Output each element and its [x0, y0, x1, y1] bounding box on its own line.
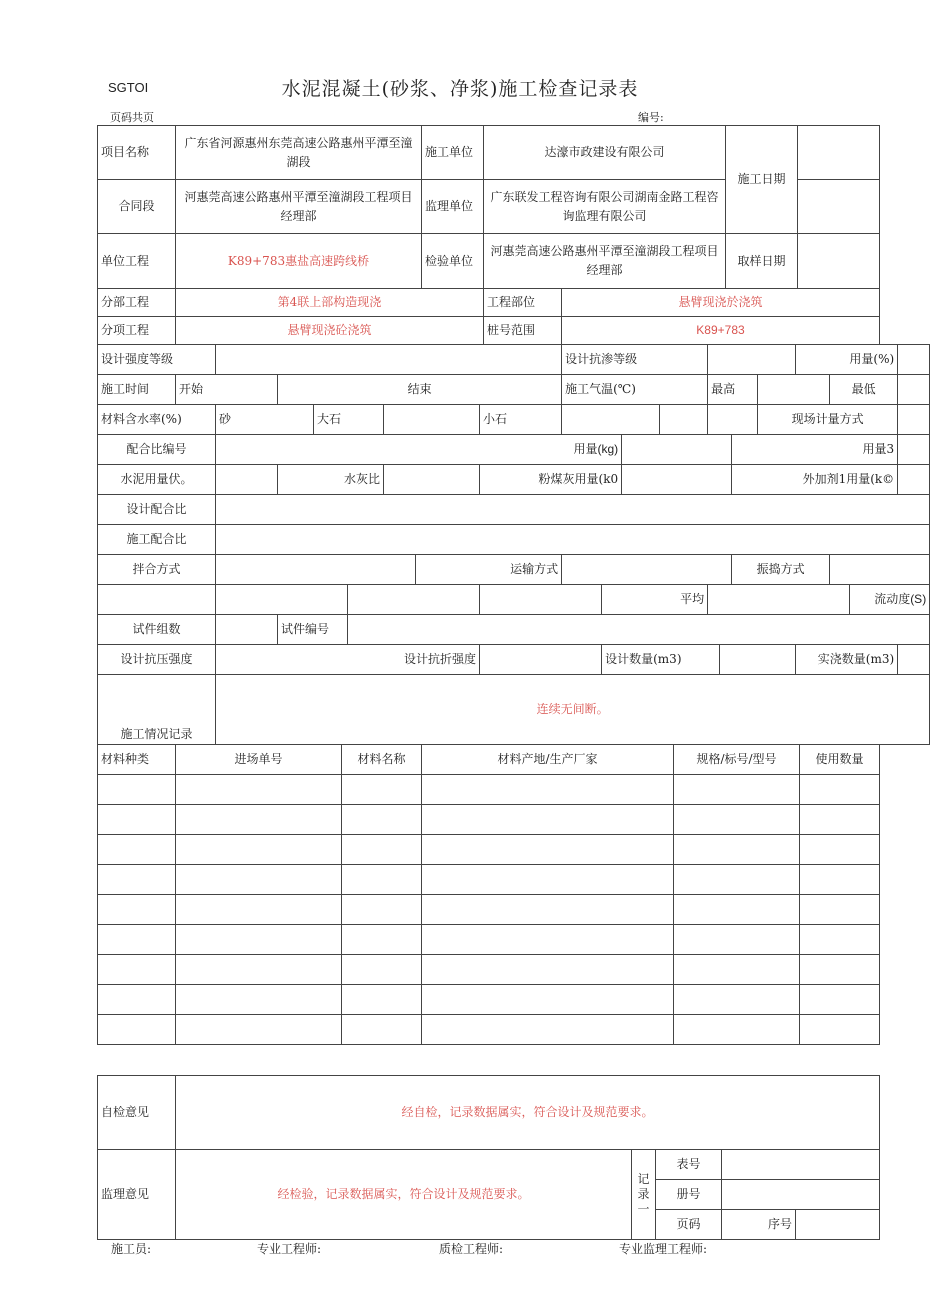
material-cell	[98, 835, 176, 865]
material-cell	[422, 1015, 674, 1045]
form-title: 水泥混凝土(砂浆、净浆)施工检查记录表	[281, 78, 639, 100]
actual-quantity-value	[898, 645, 930, 675]
specimen-number-label: 试件编号	[278, 615, 348, 645]
project-name-label: 项目名称	[98, 126, 176, 180]
end-label: 结束	[278, 375, 562, 405]
serial-number-label: 编号:	[638, 111, 664, 124]
average-value	[708, 585, 850, 615]
small-stone-label: 小石	[480, 405, 562, 435]
design-strength-label: 设计强度等级	[98, 345, 216, 375]
material-cell	[422, 775, 674, 805]
record-value: 连续无间断。	[216, 675, 930, 745]
project-part: 悬臂现浇於浇筑	[562, 289, 880, 317]
specimen-groups-label: 试件组数	[98, 615, 216, 645]
slump-cell-4	[480, 585, 602, 615]
dosage-pct-value	[898, 345, 930, 375]
material-cell	[674, 985, 800, 1015]
table-no-label: 表号	[656, 1150, 722, 1180]
material-cell	[342, 805, 422, 835]
min-label: 最低	[830, 375, 898, 405]
design-impermeability-value	[708, 345, 796, 375]
table-row	[98, 925, 880, 955]
material-cell	[176, 895, 342, 925]
table-row	[98, 835, 880, 865]
sub-item: 悬臂现浇砼浇筑	[176, 317, 484, 345]
qc-engineer-signature: 质检工程师:	[439, 1242, 504, 1256]
design-compressive-label: 设计抗压强度	[98, 645, 216, 675]
unit-project: K89+783惠盐高速跨线桥	[176, 234, 422, 289]
average-label: 平均	[602, 585, 708, 615]
material-cell	[98, 925, 176, 955]
design-flexural-value	[480, 645, 602, 675]
material-cell	[422, 835, 674, 865]
material-cell	[342, 1015, 422, 1045]
admixture-value	[898, 465, 930, 495]
book-no-label: 册号	[656, 1180, 722, 1210]
material-cell	[674, 925, 800, 955]
material-cell	[176, 1015, 342, 1045]
material-cell	[674, 1015, 800, 1045]
materials-header-origin: 材料产地/生产厂家	[422, 745, 674, 775]
metering-label: 现场计量方式	[758, 405, 898, 435]
project-part-label: 工程部位	[484, 289, 562, 317]
slump-cell-1	[98, 585, 216, 615]
materials-header-quantity: 使用数量	[800, 745, 880, 775]
supervisor: 广东联发工程咨询有限公司湖南金路工程咨询监理有限公司	[484, 180, 726, 234]
material-cell	[98, 1015, 176, 1045]
dosage3-label: 用量3	[732, 435, 898, 465]
time-label: 施工时间	[98, 375, 176, 405]
sampling-date-label: 取样日期	[726, 234, 798, 289]
material-cell	[342, 775, 422, 805]
page-no-label: 页码	[656, 1210, 722, 1240]
transport-label: 运输方式	[416, 555, 562, 585]
material-cell	[176, 805, 342, 835]
flyash-label: 粉煤灰用量(k0	[480, 465, 622, 495]
wc-ratio-label: 水灰比	[278, 465, 384, 495]
design-mix-label: 设计配合比	[98, 495, 216, 525]
material-cell	[422, 895, 674, 925]
sequence-value	[796, 1210, 880, 1240]
metering-value	[898, 405, 930, 435]
table-row	[98, 955, 880, 985]
construction-date-cell	[798, 126, 880, 180]
design-strength-value	[216, 345, 562, 375]
dosage-pct-label: 用量(%)	[796, 345, 898, 375]
contract-section-label: 合同段	[98, 180, 176, 234]
project-info-table	[97, 125, 880, 289]
sampling-date-cell	[798, 234, 880, 289]
material-cell	[674, 895, 800, 925]
temp-label: 施工气温(℃)	[562, 375, 708, 405]
cement-dosage-label: 水泥用量伏。	[98, 465, 216, 495]
material-cell	[674, 865, 800, 895]
material-cell	[98, 985, 176, 1015]
material-cell	[98, 955, 176, 985]
self-check-opinion: 经自检，记录数据属实，符合设计及规范要求。	[176, 1076, 880, 1150]
large-stone-label: 大石	[314, 405, 384, 435]
design-impermeability-label: 设计抗渗等级	[562, 345, 708, 375]
material-cell	[342, 835, 422, 865]
material-cell	[176, 865, 342, 895]
material-cell	[800, 775, 880, 805]
material-cell	[342, 895, 422, 925]
parameters-table	[97, 344, 930, 745]
material-cell	[422, 925, 674, 955]
dosage3-value	[898, 435, 930, 465]
material-cell	[176, 955, 342, 985]
record-label: 施工情况记录	[98, 675, 216, 745]
vibration-value	[830, 555, 930, 585]
supervision-engineer-signature: 专业监理工程师:	[619, 1242, 708, 1256]
material-cell	[422, 985, 674, 1015]
material-cell	[674, 805, 800, 835]
material-cell	[674, 955, 800, 985]
specimen-groups-value	[216, 615, 278, 645]
table-row	[98, 895, 880, 925]
flyash-value	[622, 465, 732, 495]
material-cell	[176, 775, 342, 805]
table-row	[98, 805, 880, 835]
design-mix-value	[216, 495, 930, 525]
material-cell	[342, 985, 422, 1015]
project-name: 广东省河源惠州东莞高速公路惠州平潭至潼湖段	[176, 126, 422, 180]
start-label: 开始	[176, 375, 278, 405]
contractor-label: 施工单位	[422, 126, 484, 180]
admixture-label: 外加剂1用量(k©	[732, 465, 898, 495]
material-cell	[800, 985, 880, 1015]
design-quantity-label: 设计数量(m3)	[602, 645, 720, 675]
material-cell	[800, 1015, 880, 1045]
mixing-label: 拌合方式	[98, 555, 216, 585]
material-cell	[342, 865, 422, 895]
actual-quantity-label: 实浇数量(m3)	[796, 645, 898, 675]
mixing-value	[216, 555, 416, 585]
material-cell	[800, 925, 880, 955]
opinions-table	[97, 1075, 880, 1240]
sub-item-label: 分项工程	[98, 317, 176, 345]
material-cell	[98, 775, 176, 805]
supervisor-label: 监理单位	[422, 180, 484, 234]
vibration-label: 振捣方式	[732, 555, 830, 585]
supervision-opinion: 经检验，记录数据属实，符合设计及规范要求。	[176, 1150, 632, 1240]
construction-mix-label: 施工配合比	[98, 525, 216, 555]
station-range: K89+783	[562, 317, 880, 345]
material-cell	[176, 835, 342, 865]
construction-date-label: 施工日期	[726, 126, 798, 234]
material-cell	[422, 955, 674, 985]
mix-number-label: 配合比编号	[98, 435, 216, 465]
material-cell	[176, 925, 342, 955]
material-cell	[422, 805, 674, 835]
sequence-label: 序号	[722, 1210, 796, 1240]
material-cell	[674, 775, 800, 805]
construction-mix-value	[216, 525, 930, 555]
sand-label: 砂	[216, 405, 314, 435]
material-cell	[98, 805, 176, 835]
dosage-kg-label: 用量(kg)	[216, 435, 622, 465]
material-cell	[800, 895, 880, 925]
division: 第4联上部构造现浇	[176, 289, 484, 317]
min-value	[898, 375, 930, 405]
station-range-label: 桩号范围	[484, 317, 562, 345]
materials-header-spec: 规格/标号/型号	[674, 745, 800, 775]
engineer-signature: 专业工程师:	[257, 1242, 322, 1256]
slump-cell-3	[348, 585, 480, 615]
material-cell	[800, 955, 880, 985]
record-side-label: 记录一	[632, 1150, 656, 1240]
table-row	[98, 1015, 880, 1045]
max-value	[758, 375, 830, 405]
inspection-unit: 河惠莞高速公路惠州平潭至潼湖段工程项目经理部	[484, 234, 726, 289]
construction-date-cell-2	[798, 180, 880, 234]
supervision-label: 监理意见	[98, 1150, 176, 1240]
self-check-label: 自检意见	[98, 1076, 176, 1150]
wc-ratio-value	[384, 465, 480, 495]
cement-dosage-value	[216, 465, 278, 495]
contract-section: 河惠莞高速公路惠州平潭至潼湖段工程项目经理部	[176, 180, 422, 234]
materials-table	[97, 744, 880, 1045]
fluidity-label: 流动度(S)	[850, 585, 930, 615]
material-cell	[342, 925, 422, 955]
moisture-extra-1	[660, 405, 708, 435]
table-row	[98, 775, 880, 805]
division-table	[97, 288, 880, 345]
table-no-value	[722, 1150, 880, 1180]
material-cell	[422, 865, 674, 895]
materials-header-type: 材料种类	[98, 745, 176, 775]
form-code: SGTOI	[108, 80, 149, 95]
materials-header-entry-no: 进场单号	[176, 745, 342, 775]
division-label: 分部工程	[98, 289, 176, 317]
small-stone-value	[562, 405, 660, 435]
design-quantity-value	[720, 645, 796, 675]
inspection-unit-label: 检验单位	[422, 234, 484, 289]
specimen-number-value	[348, 615, 930, 645]
large-stone-value	[384, 405, 480, 435]
material-cell	[342, 955, 422, 985]
page-count: 页码共页	[110, 111, 154, 124]
material-cell	[98, 865, 176, 895]
book-no-value	[722, 1180, 880, 1210]
material-cell	[674, 835, 800, 865]
max-label: 最高	[708, 375, 758, 405]
material-cell	[800, 865, 880, 895]
material-cell	[176, 985, 342, 1015]
transport-value	[562, 555, 732, 585]
unit-project-label: 单位工程	[98, 234, 176, 289]
table-row	[98, 985, 880, 1015]
mix-number-value	[622, 435, 732, 465]
moisture-label: 材料含水率(%)	[98, 405, 216, 435]
slump-cell-2	[216, 585, 348, 615]
materials-header-name: 材料名称	[342, 745, 422, 775]
contractor: 达濠市政建设有限公司	[484, 126, 726, 180]
constructor-signature: 施工员:	[111, 1242, 152, 1256]
moisture-extra-2	[708, 405, 758, 435]
table-row	[98, 865, 880, 895]
material-cell	[800, 835, 880, 865]
material-cell	[800, 805, 880, 835]
design-flexural-label: 设计抗折强度	[216, 645, 480, 675]
material-cell	[98, 895, 176, 925]
